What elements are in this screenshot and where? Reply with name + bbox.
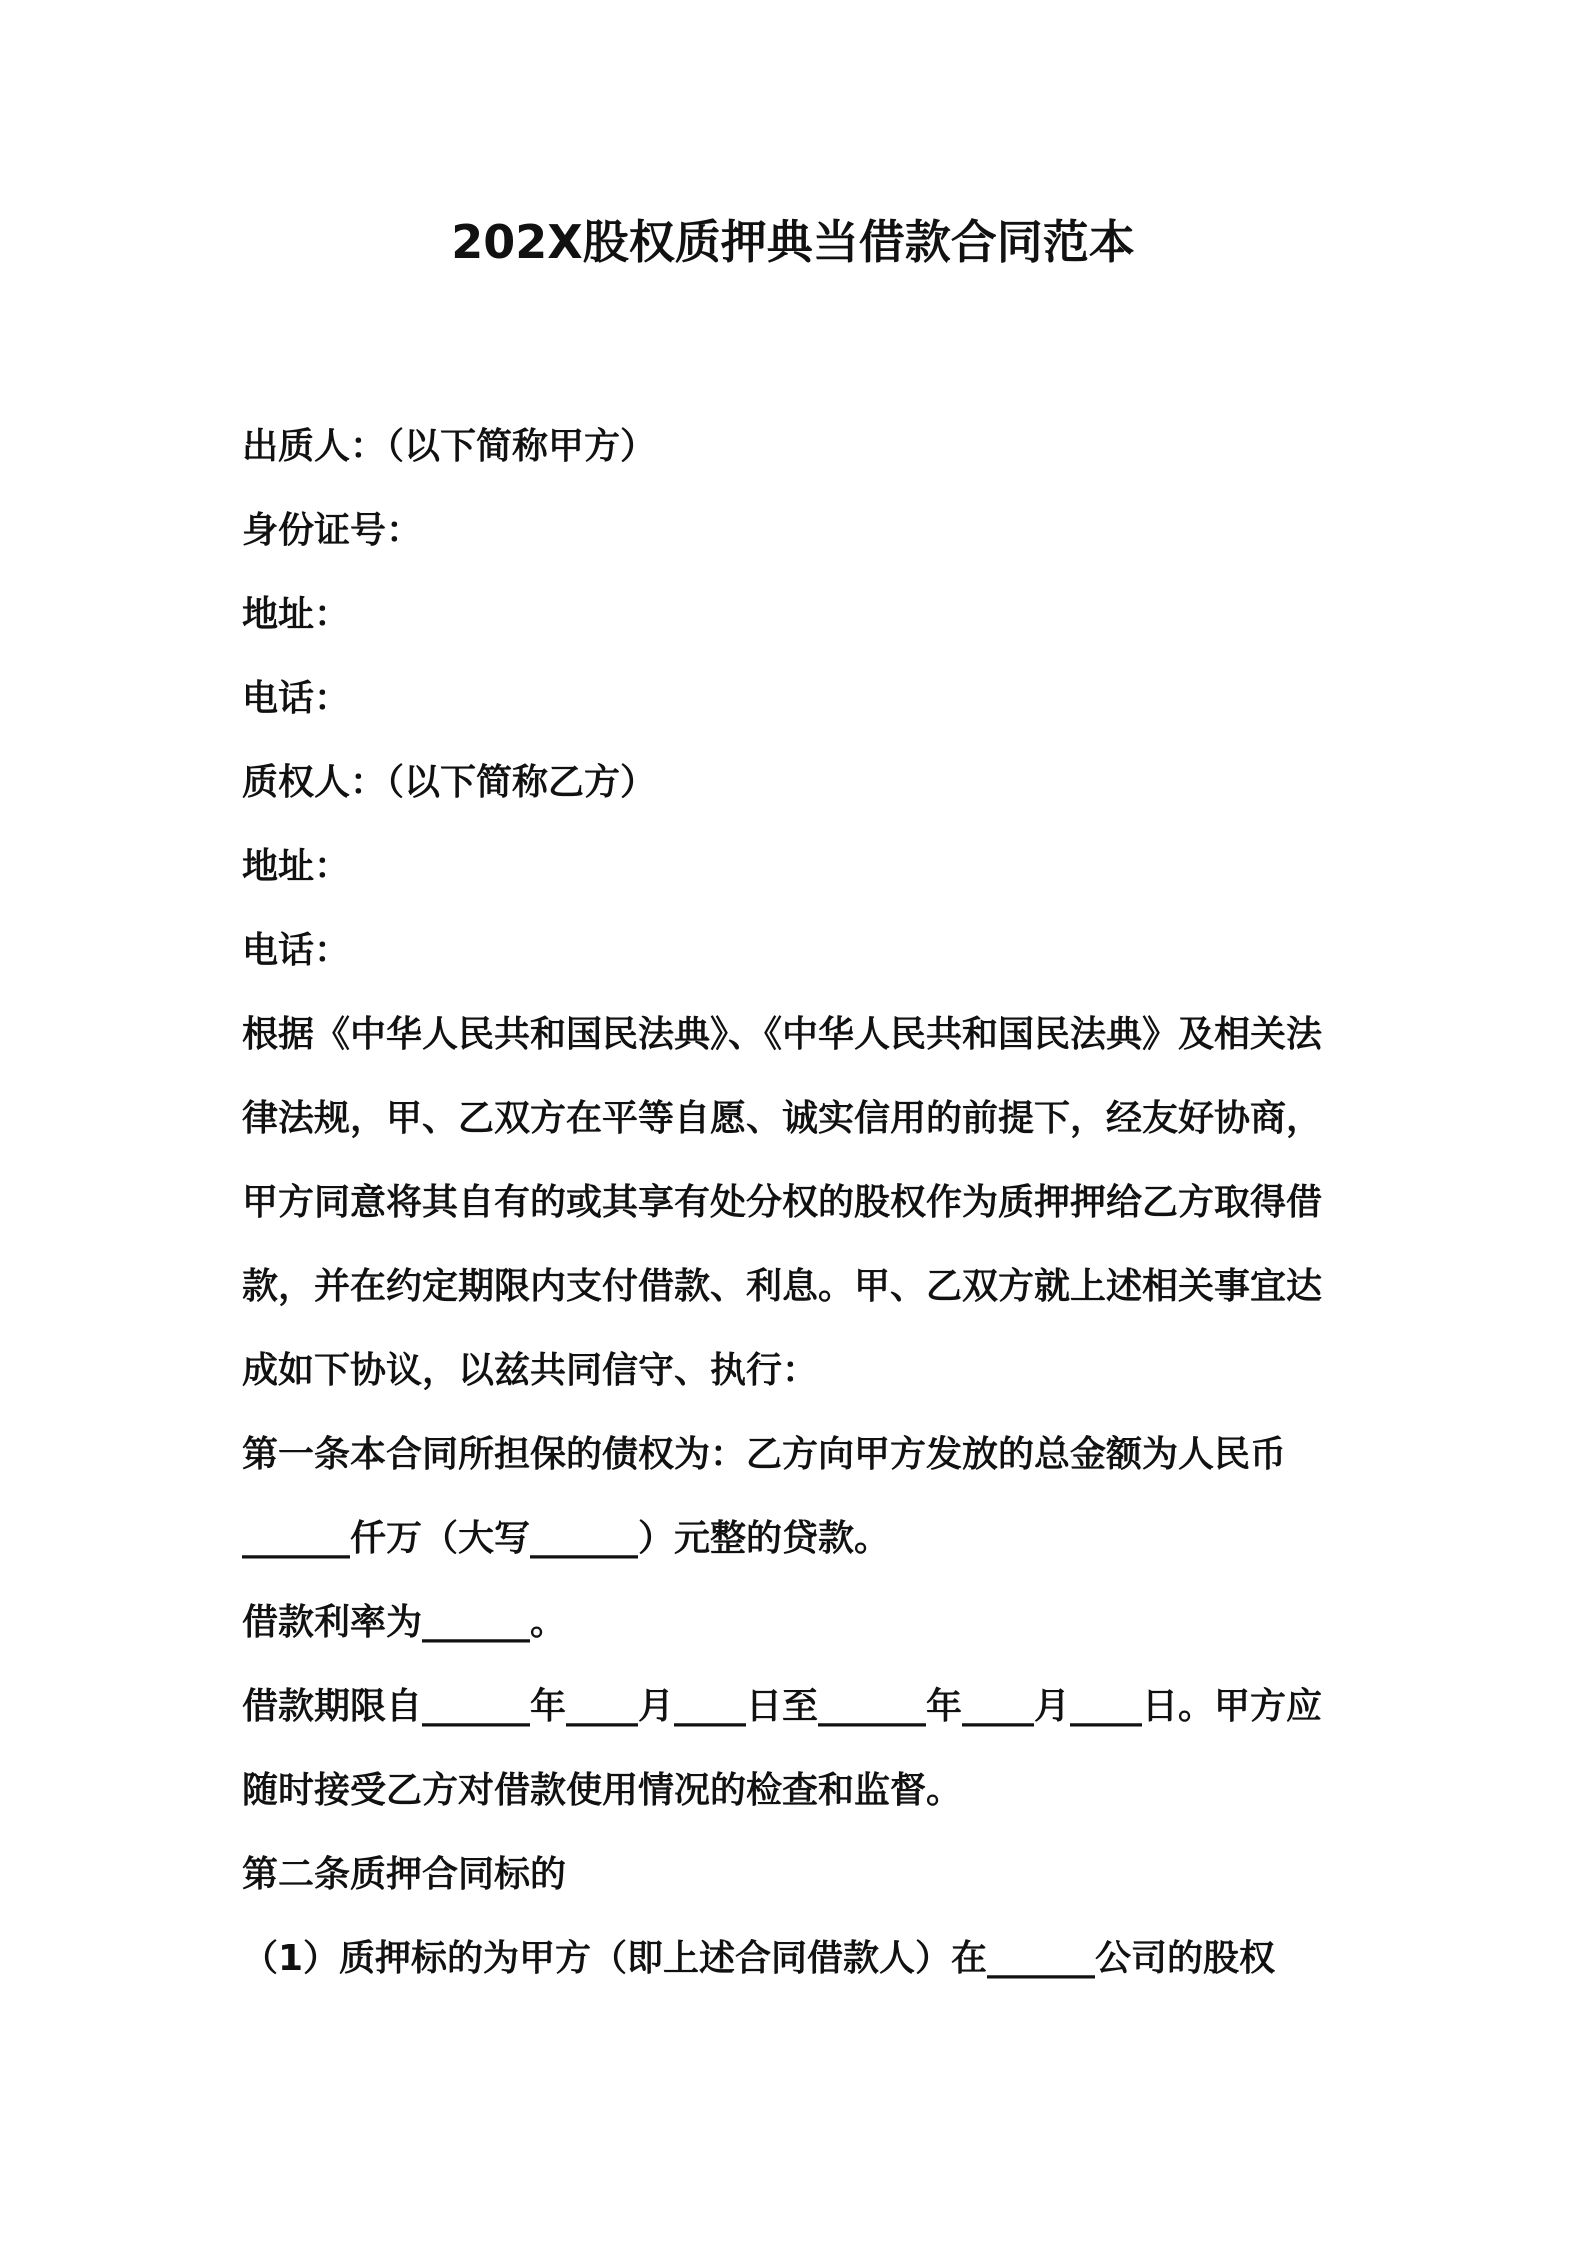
article-two-heading: 第二条质押合同标的 xyxy=(242,1854,567,1895)
pledgor-phone-line: 电话： xyxy=(242,678,351,719)
pledgor-line: 出质人：（以下简称甲方） xyxy=(242,426,657,467)
pledge-subject-paragraph: （1）质押标的为甲方（即上述合同借款人）在______公司的股权 xyxy=(242,1938,1276,1979)
pledgee-line: 质权人：（以下简称乙方） xyxy=(242,762,657,803)
document-title: 202X股权质押典当借款合同范本 xyxy=(451,215,1135,269)
id-number-line: 身份证号： xyxy=(242,510,423,551)
interest-rate-paragraph: 借款利率为______。 xyxy=(242,1602,567,1643)
pledgee-address-line: 地址： xyxy=(242,846,351,887)
preamble-paragraph: 根据《中华人民共和国民法典》、《中华人民共和国民法典》及相关法律法规，甲、乙双方在平等自愿、诚实信用的前提下，经友好协商，甲方同意将其自有的或其享有处分权的股权作为质押押给乙方取得借款，并在约定期限内支付借款、利息。甲、乙双方就上述相关事宜达成如下协议，以兹共同信守、执行： xyxy=(242,1014,1323,1391)
pledgee-phone-line: 电话： xyxy=(242,930,351,971)
pledgor-address-line: 地址： xyxy=(242,594,351,635)
article-one-paragraph: 第一条本合同所担保的债权为：乙方向甲方发放的总金额为人民币______仟万（大写______）元整的贷款。 xyxy=(242,1434,1287,1559)
loan-term-paragraph: 借款期限自______年____月____日至______年____月____日。甲方应随时接受乙方对借款使用情况的检查和监督。 xyxy=(242,1686,1323,1811)
document-body xyxy=(242,405,1352,2001)
